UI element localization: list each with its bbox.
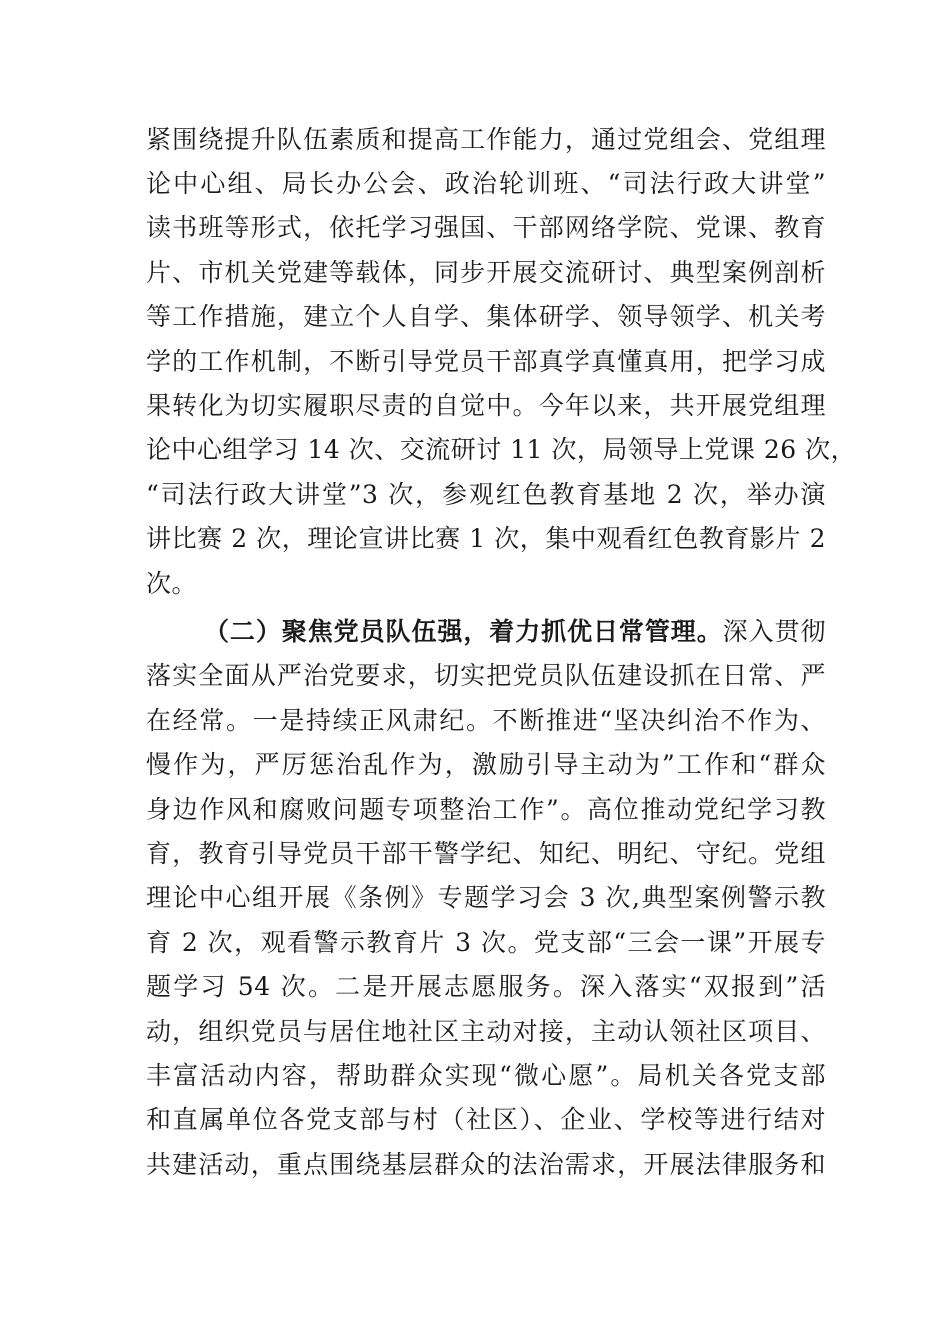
paragraph-2-line-1 — [204, 610, 826, 654]
paragraph-2-line-12: 和直属单位各党支部与村（社区）、企业、学校等进行结对 — [146, 1105, 826, 1134]
paragraph-2-line-13: 共建活动，重点围绕基层群众的法治需求，开展法律服务和 — [146, 1150, 826, 1179]
paragraph-1-line-7: 果转化为切实履职尽责的自觉中。今年以来，共开展党组理 — [146, 391, 826, 420]
section-heading-continuation: 深入贯彻 — [722, 617, 826, 646]
paragraph-2-line-3: 在经常。一是持续正风肃纪。不断推进“坚决纠治不作为、 — [146, 706, 826, 735]
paragraph-1-line-2: 论中心组、局长办公会、政治轮训班、“司法行政大讲堂” — [146, 169, 826, 198]
section-heading: （二）聚焦党员队伍强，着力抓优日常管理。 — [204, 617, 723, 646]
paragraph-2-line-4: 慢作为，严厉惩治乱作为，激励引导主动为”工作和“群众 — [146, 750, 826, 779]
paragraph-1-line-11: 次。 — [146, 569, 198, 598]
paragraph-1-line-3: 读书班等形式，依托学习强国、干部网络学院、党课、教育 — [146, 213, 826, 242]
paragraph-2-line-2: 落实全面从严治党要求，切实把党员队伍建设抓在日常、严 — [146, 661, 826, 690]
paragraph-2-line-8: 育 2 次，观看警示教育片 3 次。党支部“三会一课”开展专 — [146, 928, 826, 957]
paragraph-1-line-6: 学的工作机制，不断引导党员干部真学真懂真用，把学习成 — [146, 347, 826, 376]
paragraph-2-line-9: 题学习 54 次。二是开展志愿服务。深入落实“双报到”活 — [146, 972, 826, 1001]
paragraph-1-line-5: 等工作措施，建立个人自学、集体研学、领导领学、机关考 — [146, 302, 826, 331]
paragraph-2-line-10: 动，组织党员与居住地社区主动对接，主动认领社区项目、 — [146, 1017, 826, 1046]
paragraph-2-line-5: 身边作风和腐败问题专项整治工作”。高位推动党纪学习教 — [146, 795, 826, 824]
paragraph-2-line-7: 理论中心组开展《条例》专题学习会 3 次,典型案例警示教 — [146, 883, 826, 912]
paragraph-2-line-11: 丰富活动内容，帮助群众实现“微心愿”。局机关各党支部 — [146, 1061, 826, 1090]
paragraph-1-line-9: “司法行政大讲堂”3 次，参观红色教育基地 2 次，举办演 — [146, 480, 826, 509]
paragraph-1-line-10: 讲比赛 2 次，理论宣讲比赛 1 次，集中观看红色教育影片 2 — [146, 524, 826, 553]
paragraph-2-line-6: 育，教育引导党员干部干警学纪、知纪、明纪、守纪。党组 — [146, 839, 826, 868]
paragraph-1-line-1: 紧围绕提升队伍素质和提高工作能力，通过党组会、党组理 — [146, 125, 826, 154]
paragraph-1-line-4: 片、市机关党建等载体，同步开展交流研讨、典型案例剖析 — [146, 258, 826, 287]
paragraph-1-line-8: 论中心组学习 14 次、交流研讨 11 次，局领导上党课 26 次， — [146, 435, 857, 464]
